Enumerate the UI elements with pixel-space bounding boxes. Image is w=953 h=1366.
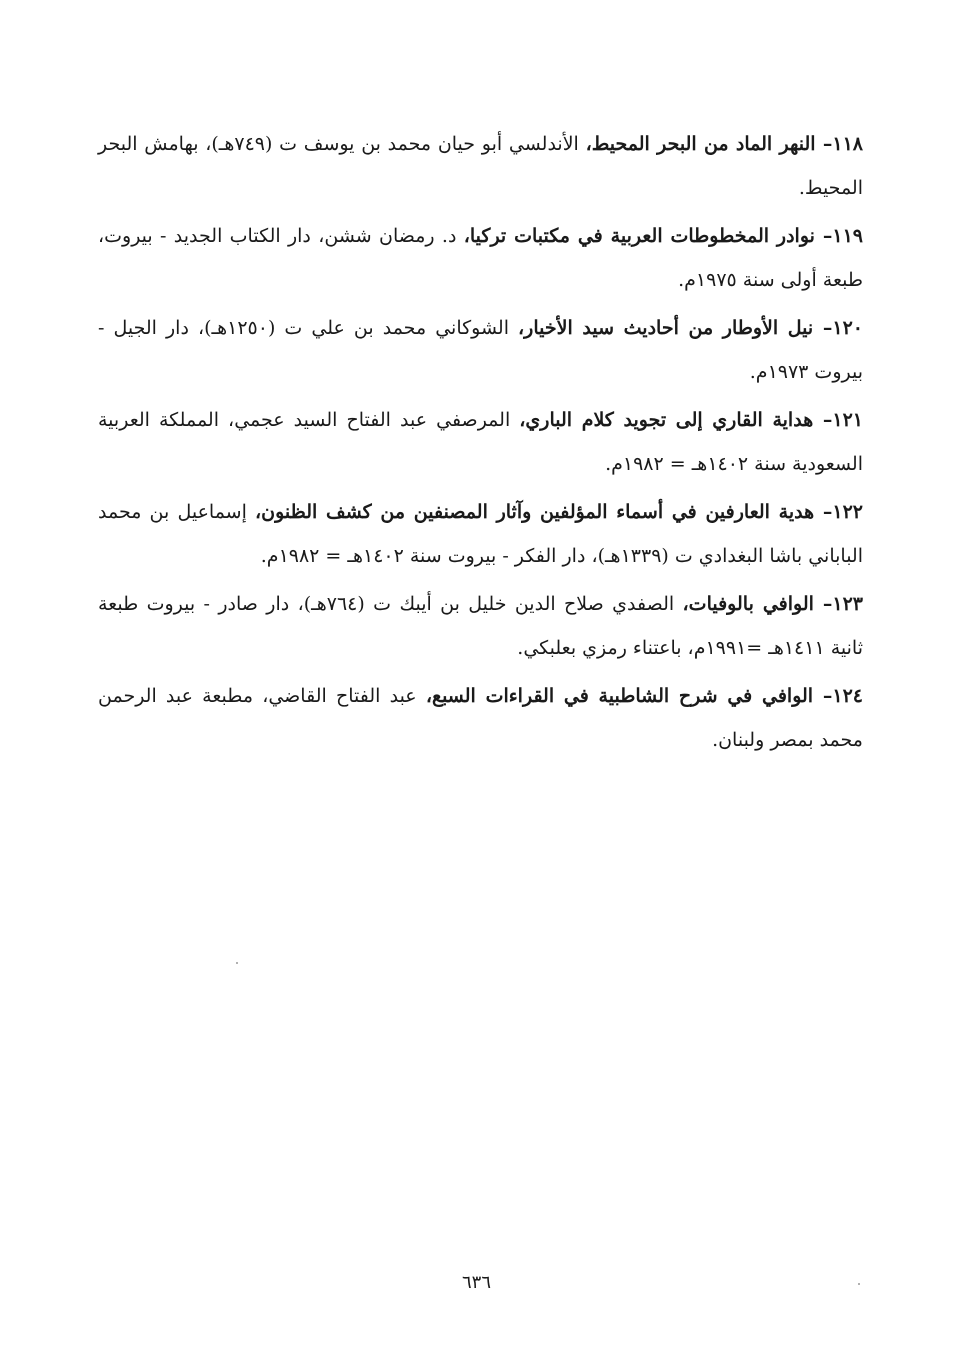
entry-details: د. رمضان ششن، دار الكتاب الجديد - بيروت، طبعة أولى سنة ١٩٧٥م. bbox=[98, 225, 863, 291]
entry-title: النهر الماد من البحر المحيط، bbox=[585, 133, 816, 155]
bibliography-list bbox=[98, 122, 863, 766]
entry-details: إسماعيل بن محمد الباباني باشا البغدادي ت (١٣٣٩هـ)، دار الفكر - بيروت سنة ١٤٠٢هـ = ١٩٨٢م. bbox=[98, 501, 863, 567]
entry-number: ١١٨– bbox=[815, 133, 863, 155]
entry-number: ١٢٢– bbox=[814, 501, 864, 523]
bibliography-entry-120 bbox=[98, 306, 863, 394]
page-number: ٦٣٦ bbox=[461, 1272, 491, 1293]
entry-title: نيل الأوطار من أحاديث سيد الأخيار، bbox=[518, 317, 814, 339]
entry-title: هدية العارفين في أسماء المؤلفين وآثار المصنفين من كشف الظنون، bbox=[255, 501, 815, 523]
entry-number: ١٢٣– bbox=[813, 593, 863, 615]
scan-speck bbox=[236, 962, 238, 964]
entry-title: نوادر المخطوطات العربية في مكتبات تركيا، bbox=[463, 225, 815, 247]
bibliography-entry-118 bbox=[98, 122, 863, 210]
entry-details: عبد الفتاح القاضي، مطبعة عبد الرحمن محمد بمصر ولبنان. bbox=[98, 685, 863, 751]
bibliography-entry-121 bbox=[98, 398, 863, 486]
entry-details: الأندلسي أبو حيان محمد بن يوسف ت (٧٤٩هـ)، بهامش البحر المحيط. bbox=[98, 133, 863, 199]
bibliography-entry-123 bbox=[98, 582, 863, 670]
entry-details: الشوكاني محمد بن علي ت (١٢٥٠هـ)، دار الجيل - بيروت ١٩٧٣م. bbox=[98, 317, 863, 383]
entry-title: هداية القاري إلى تجويد كلام الباري، bbox=[519, 409, 814, 431]
entry-details: المرصفي عبد الفتاح السيد عجمي، المملكة العربية السعودية سنة ١٤٠٢هـ = ١٩٨٢م. bbox=[98, 409, 863, 475]
entry-number: ١١٩– bbox=[814, 225, 863, 247]
entry-title: الوافي في شرح الشاطبية في القراءات السبع، bbox=[425, 685, 814, 707]
entry-title: الوافي بالوفيات، bbox=[682, 593, 814, 615]
entry-number: ١٢١– bbox=[813, 409, 863, 431]
entry-number: ١٢٤– bbox=[813, 685, 863, 707]
entry-number: ١٢٠– bbox=[813, 317, 863, 339]
bibliography-entry-119 bbox=[98, 214, 863, 302]
bibliography-entry-122 bbox=[98, 490, 863, 578]
bibliography-entry-124 bbox=[98, 674, 863, 762]
entry-details: الصفدي صلاح الدين خليل بن أيبك ت (٧٦٤هـ)، دار صادر - بيروت طبعة ثانية ١٤١١هـ =١٩٩١م، باعتناء رمزي بعلبكي. bbox=[98, 593, 863, 659]
